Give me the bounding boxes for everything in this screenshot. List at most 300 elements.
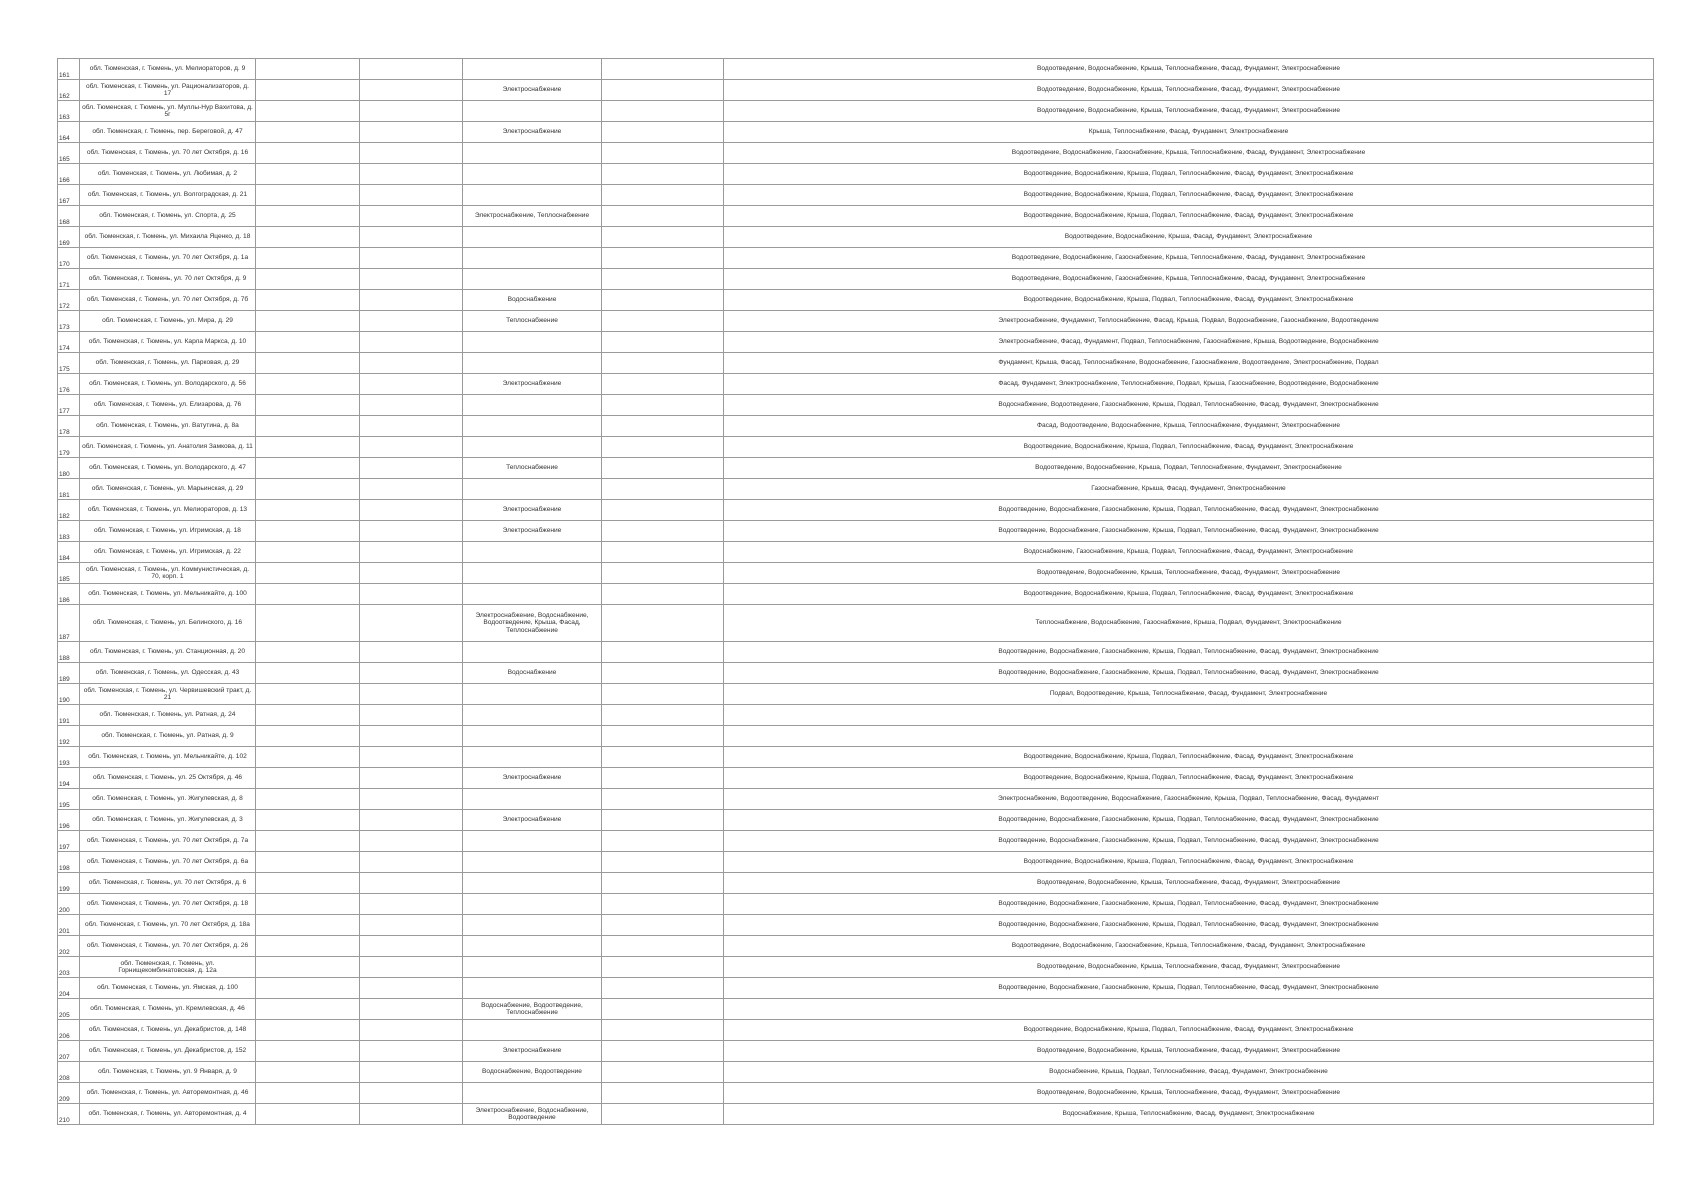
row-number: 163 — [58, 101, 80, 122]
row-number: 162 — [58, 80, 80, 101]
planned-works-cell: Водоотведение, Водоснабжение, Газоснабжение, Крыша, Теплоснабжение, Фасад, Фундамент, Электроснабжение — [724, 269, 1654, 290]
empty-cell-b — [360, 290, 463, 311]
table-row — [58, 726, 1654, 747]
empty-cell-c — [602, 663, 724, 684]
table-row — [58, 747, 1654, 768]
address-cell: обл. Тюменская, г. Тюмень, ул. Любимая, д. 2 — [80, 164, 256, 185]
empty-cell-a — [256, 542, 360, 563]
address-cell: обл. Тюменская, г. Тюмень, ул. Ратная, д. 24 — [80, 705, 256, 726]
address-cell: обл. Тюменская, г. Тюмень, ул. 25 Октября, д. 46 — [80, 768, 256, 789]
completed-works-cell — [463, 248, 602, 269]
empty-cell-c — [602, 416, 724, 437]
row-number: 193 — [58, 747, 80, 768]
empty-cell-b — [360, 831, 463, 852]
row-number: 170 — [58, 248, 80, 269]
empty-cell-b — [360, 311, 463, 332]
empty-cell-c — [602, 831, 724, 852]
empty-cell-c — [602, 311, 724, 332]
empty-cell-c — [602, 290, 724, 311]
table-row — [58, 290, 1654, 311]
planned-works-cell: Водоотведение, Водоснабжение, Крыша, Подвал, Теплоснабжение, Фасад, Фундамент, Электроснабжение — [724, 164, 1654, 185]
table-row — [58, 101, 1654, 122]
planned-works-cell: Водоотведение, Водоснабжение, Крыша, Подвал, Теплоснабжение, Фасад, Фундамент, Электроснабжение — [724, 185, 1654, 206]
empty-cell-a — [256, 59, 360, 80]
empty-cell-b — [360, 395, 463, 416]
completed-works-cell — [463, 416, 602, 437]
row-number: 188 — [58, 642, 80, 663]
completed-works-cell — [463, 584, 602, 605]
planned-works-cell: Водоотведение, Водоснабжение, Крыша, Теплоснабжение, Фасад, Фундамент, Электроснабжение — [724, 80, 1654, 101]
table-row — [58, 185, 1654, 206]
completed-works-cell: Электроснабжение — [463, 122, 602, 143]
planned-works-cell — [724, 999, 1654, 1020]
empty-cell-c — [602, 1041, 724, 1062]
address-cell: обл. Тюменская, г. Тюмень, ул. Ратная, д. 9 — [80, 726, 256, 747]
empty-cell-b — [360, 1041, 463, 1062]
empty-cell-a — [256, 143, 360, 164]
empty-cell-b — [360, 789, 463, 810]
address-cell: обл. Тюменская, г. Тюмень, ул. 70 лет Октября, д. 16 — [80, 143, 256, 164]
empty-cell-c — [602, 873, 724, 894]
empty-cell-b — [360, 726, 463, 747]
empty-cell-c — [602, 584, 724, 605]
empty-cell-c — [602, 684, 724, 705]
empty-cell-b — [360, 642, 463, 663]
completed-works-cell — [463, 227, 602, 248]
row-number: 161 — [58, 59, 80, 80]
planned-works-cell: Водоотведение, Водоснабжение, Крыша, Подвал, Теплоснабжение, Фасад, Фундамент, Электроснабжение — [724, 1020, 1654, 1041]
row-number: 182 — [58, 500, 80, 521]
empty-cell-c — [602, 978, 724, 999]
completed-works-cell: Электроснабжение — [463, 1041, 602, 1062]
empty-cell-c — [602, 185, 724, 206]
completed-works-cell — [463, 185, 602, 206]
row-number: 206 — [58, 1020, 80, 1041]
table-row — [58, 143, 1654, 164]
empty-cell-c — [602, 395, 724, 416]
address-cell: обл. Тюменская, г. Тюмень, ул. Одесская, д. 43 — [80, 663, 256, 684]
table-row — [58, 500, 1654, 521]
address-cell: обл. Тюменская, г. Тюмень, ул. Жигулевская, д. 8 — [80, 789, 256, 810]
table-row — [58, 542, 1654, 563]
empty-cell-b — [360, 936, 463, 957]
address-cell: обл. Тюменская, г. Тюмень, ул. Елизарова, д. 76 — [80, 395, 256, 416]
row-number: 184 — [58, 542, 80, 563]
empty-cell-b — [360, 957, 463, 978]
empty-cell-a — [256, 831, 360, 852]
empty-cell-a — [256, 227, 360, 248]
completed-works-cell — [463, 164, 602, 185]
row-number: 186 — [58, 584, 80, 605]
empty-cell-c — [602, 80, 724, 101]
row-number: 202 — [58, 936, 80, 957]
empty-cell-a — [256, 663, 360, 684]
completed-works-cell — [463, 684, 602, 705]
table-row — [58, 873, 1654, 894]
empty-cell-a — [256, 416, 360, 437]
planned-works-cell: Водоотведение, Водоснабжение, Крыша, Теплоснабжение, Фасад, Фундамент, Электроснабжение — [724, 957, 1654, 978]
completed-works-cell — [463, 852, 602, 873]
row-number: 169 — [58, 227, 80, 248]
completed-works-cell — [463, 269, 602, 290]
empty-cell-c — [602, 605, 724, 642]
planned-works-cell: Водоотведение, Водоснабжение, Газоснабжение, Крыша, Подвал, Теплоснабжение, Фасад, Фундамент, Электроснабжение — [724, 521, 1654, 542]
completed-works-cell — [463, 395, 602, 416]
completed-works-cell: Водоснабжение — [463, 290, 602, 311]
planned-works-cell: Водоотведение, Водоснабжение, Крыша, Теплоснабжение, Фасад, Фундамент, Электроснабжение — [724, 1083, 1654, 1104]
table-row — [58, 269, 1654, 290]
address-cell: обл. Тюменская, г. Тюмень, ул. 70 лет Октября, д. 18 — [80, 894, 256, 915]
table-row — [58, 768, 1654, 789]
table-row — [58, 206, 1654, 227]
address-cell: обл. Тюменская, г. Тюмень, ул. 70 лет Октября, д. 1а — [80, 248, 256, 269]
completed-works-cell — [463, 726, 602, 747]
row-number: 179 — [58, 437, 80, 458]
row-number: 209 — [58, 1083, 80, 1104]
empty-cell-b — [360, 374, 463, 395]
planned-works-cell: Водоотведение, Водоснабжение, Крыша, Фасад, Фундамент, Электроснабжение — [724, 227, 1654, 248]
row-number: 168 — [58, 206, 80, 227]
row-number: 200 — [58, 894, 80, 915]
completed-works-cell — [463, 957, 602, 978]
address-cell: обл. Тюменская, г. Тюмень, ул. 70 лет Октября, д. 7а — [80, 831, 256, 852]
empty-cell-a — [256, 80, 360, 101]
planned-works-cell: Водоотведение, Водоснабжение, Крыша, Теплоснабжение, Фасад, Фундамент, Электроснабжение — [724, 1041, 1654, 1062]
empty-cell-c — [602, 957, 724, 978]
planned-works-cell: Водоотведение, Водоснабжение, Крыша, Теплоснабжение, Фасад, Фундамент, Электроснабжение — [724, 873, 1654, 894]
empty-cell-a — [256, 1083, 360, 1104]
row-number: 176 — [58, 374, 80, 395]
address-cell: обл. Тюменская, г. Тюмень, ул. Володарского, д. 56 — [80, 374, 256, 395]
address-cell: обл. Тюменская, г. Тюмень, ул. Декабристов, д. 152 — [80, 1041, 256, 1062]
completed-works-cell — [463, 332, 602, 353]
row-number: 210 — [58, 1104, 80, 1125]
address-cell: обл. Тюменская, г. Тюмень, ул. 70 лет Октября, д. 9 — [80, 269, 256, 290]
empty-cell-a — [256, 290, 360, 311]
row-number: 171 — [58, 269, 80, 290]
empty-cell-a — [256, 101, 360, 122]
address-cell: обл. Тюменская, г. Тюмень, ул. Карла Маркса, д. 10 — [80, 332, 256, 353]
planned-works-cell: Водоснабжение, Газоснабжение, Крыша, Подвал, Теплоснабжение, Фасад, Фундамент, Электроснабжение — [724, 542, 1654, 563]
empty-cell-a — [256, 873, 360, 894]
planned-works-cell: Водоотведение, Водоснабжение, Газоснабжение, Крыша, Теплоснабжение, Фасад, Фундамент, Электроснабжение — [724, 936, 1654, 957]
empty-cell-c — [602, 500, 724, 521]
empty-cell-c — [602, 894, 724, 915]
row-number: 197 — [58, 831, 80, 852]
planned-works-cell: Водоотведение, Водоснабжение, Крыша, Подвал, Теплоснабжение, Фасад, Фундамент, Электроснабжение — [724, 584, 1654, 605]
address-cell: обл. Тюменская, г. Тюмень, ул. Ватутина, д. 8а — [80, 416, 256, 437]
planned-works-cell: Фасад, Водоотведение, Водоснабжение, Крыша, Теплоснабжение, Фундамент, Электроснабжение — [724, 416, 1654, 437]
completed-works-cell — [463, 479, 602, 500]
empty-cell-b — [360, 206, 463, 227]
address-cell: обл. Тюменская, г. Тюмень, пер. Береговой, д. 47 — [80, 122, 256, 143]
row-number: 194 — [58, 768, 80, 789]
row-number: 165 — [58, 143, 80, 164]
empty-cell-c — [602, 542, 724, 563]
completed-works-cell — [463, 1083, 602, 1104]
planned-works-cell: Водоотведение, Водоснабжение, Крыша, Теплоснабжение, Фасад, Фундамент, Электроснабжение — [724, 101, 1654, 122]
completed-works-cell — [463, 789, 602, 810]
completed-works-cell: Электроснабжение — [463, 768, 602, 789]
planned-works-cell: Теплоснабжение, Водоснабжение, Газоснабжение, Крыша, Подвал, Фундамент, Электроснабжение — [724, 605, 1654, 642]
empty-cell-a — [256, 957, 360, 978]
empty-cell-a — [256, 374, 360, 395]
planned-works-cell: Водоотведение, Водоснабжение, Газоснабжение, Крыша, Подвал, Теплоснабжение, Фасад, Фундамент, Электроснабжение — [724, 831, 1654, 852]
address-cell: обл. Тюменская, г. Тюмень, ул. Парковая, д. 29 — [80, 353, 256, 374]
completed-works-cell — [463, 143, 602, 164]
empty-cell-a — [256, 978, 360, 999]
completed-works-cell — [463, 831, 602, 852]
empty-cell-b — [360, 122, 463, 143]
table-row — [58, 605, 1654, 642]
planned-works-cell: Водоснабжение, Водоотведение, Газоснабжение, Крыша, Подвал, Теплоснабжение, Фасад, Фундамент, Электроснабжение — [724, 395, 1654, 416]
table-row — [58, 164, 1654, 185]
empty-cell-c — [602, 101, 724, 122]
row-number: 178 — [58, 416, 80, 437]
table-row — [58, 1083, 1654, 1104]
completed-works-cell — [463, 894, 602, 915]
empty-cell-b — [360, 500, 463, 521]
empty-cell-a — [256, 915, 360, 936]
empty-cell-b — [360, 353, 463, 374]
row-number: 204 — [58, 978, 80, 999]
table-row — [58, 684, 1654, 705]
planned-works-cell: Водоотведение, Водоснабжение, Крыша, Подвал, Теплоснабжение, Фундамент, Электроснабжение — [724, 458, 1654, 479]
empty-cell-c — [602, 164, 724, 185]
empty-cell-a — [256, 642, 360, 663]
row-number: 196 — [58, 810, 80, 831]
table-row — [58, 831, 1654, 852]
empty-cell-a — [256, 395, 360, 416]
completed-works-cell — [463, 437, 602, 458]
empty-cell-c — [602, 332, 724, 353]
completed-works-cell: Электроснабжение — [463, 521, 602, 542]
empty-cell-b — [360, 747, 463, 768]
row-number: 172 — [58, 290, 80, 311]
planned-works-cell: Водоотведение, Водоснабжение, Крыша, Подвал, Теплоснабжение, Фасад, Фундамент, Электроснабжение — [724, 290, 1654, 311]
empty-cell-c — [602, 936, 724, 957]
address-table — [57, 58, 1654, 1125]
completed-works-cell: Электроснабжение, Теплоснабжение — [463, 206, 602, 227]
address-cell: обл. Тюменская, г. Тюмень, ул. Володарского, д. 47 — [80, 458, 256, 479]
row-number: 164 — [58, 122, 80, 143]
table-row — [58, 80, 1654, 101]
table-row — [58, 521, 1654, 542]
empty-cell-b — [360, 563, 463, 584]
planned-works-cell: Водоснабжение, Крыша, Подвал, Теплоснабжение, Фасад, Фундамент, Электроснабжение — [724, 1062, 1654, 1083]
empty-cell-b — [360, 978, 463, 999]
table-row — [58, 374, 1654, 395]
planned-works-cell: Водоотведение, Водоснабжение, Крыша, Теплоснабжение, Фасад, Фундамент, Электроснабжение — [724, 59, 1654, 80]
address-cell: обл. Тюменская, г. Тюмень, ул. Ямская, д. 100 — [80, 978, 256, 999]
empty-cell-a — [256, 521, 360, 542]
empty-cell-b — [360, 873, 463, 894]
table-row — [58, 332, 1654, 353]
row-number: 201 — [58, 915, 80, 936]
address-cell: обл. Тюменская, г. Тюмень, ул. Игримская, д. 18 — [80, 521, 256, 542]
empty-cell-a — [256, 1104, 360, 1125]
completed-works-cell: Электроснабжение — [463, 810, 602, 831]
row-number: 185 — [58, 563, 80, 584]
empty-cell-b — [360, 416, 463, 437]
empty-cell-c — [602, 59, 724, 80]
empty-cell-b — [360, 705, 463, 726]
completed-works-cell — [463, 705, 602, 726]
row-number: 205 — [58, 999, 80, 1020]
table-row — [58, 122, 1654, 143]
address-cell: обл. Тюменская, г. Тюмень, ул. Мельникайте, д. 102 — [80, 747, 256, 768]
empty-cell-c — [602, 248, 724, 269]
empty-cell-c — [602, 437, 724, 458]
address-cell: обл. Тюменская, г. Тюмень, ул. Марьинская, д. 29 — [80, 479, 256, 500]
row-number: 173 — [58, 311, 80, 332]
empty-cell-a — [256, 500, 360, 521]
row-number: 174 — [58, 332, 80, 353]
table-row — [58, 1104, 1654, 1125]
planned-works-cell: Электроснабжение, Фасад, Фундамент, Подвал, Теплоснабжение, Газоснабжение, Крыша, Водоотведение, Водоснабжение — [724, 332, 1654, 353]
empty-cell-c — [602, 458, 724, 479]
table-row — [58, 311, 1654, 332]
completed-works-cell — [463, 542, 602, 563]
row-number: 181 — [58, 479, 80, 500]
completed-works-cell: Водоснабжение, Водоотведение — [463, 1062, 602, 1083]
table-row — [58, 915, 1654, 936]
table-row — [58, 642, 1654, 663]
table-row — [58, 999, 1654, 1020]
empty-cell-a — [256, 684, 360, 705]
table-row — [58, 458, 1654, 479]
table-row — [58, 227, 1654, 248]
planned-works-cell: Водоотведение, Водоснабжение, Крыша, Теплоснабжение, Фасад, Фундамент, Электроснабжение — [724, 563, 1654, 584]
row-number: 190 — [58, 684, 80, 705]
address-cell: обл. Тюменская, г. Тюмень, ул. 70 лет Октября, д. 7б — [80, 290, 256, 311]
completed-works-cell — [463, 642, 602, 663]
empty-cell-a — [256, 768, 360, 789]
table-row — [58, 563, 1654, 584]
empty-cell-a — [256, 563, 360, 584]
empty-cell-b — [360, 143, 463, 164]
empty-cell-b — [360, 332, 463, 353]
completed-works-cell: Электроснабжение — [463, 374, 602, 395]
completed-works-cell: Водоснабжение, Водоотведение, Теплоснабжение — [463, 999, 602, 1020]
table-row — [58, 810, 1654, 831]
empty-cell-c — [602, 563, 724, 584]
row-number: 203 — [58, 957, 80, 978]
completed-works-cell — [463, 978, 602, 999]
completed-works-cell: Теплоснабжение — [463, 311, 602, 332]
completed-works-cell: Электроснабжение, Водоснабжение, Водоотведение, Крыша, Фасад, Теплоснабжение — [463, 605, 602, 642]
empty-cell-b — [360, 437, 463, 458]
row-number: 207 — [58, 1041, 80, 1062]
address-cell: обл. Тюменская, г. Тюмень, ул. Мира, д. 29 — [80, 311, 256, 332]
table-row — [58, 852, 1654, 873]
address-cell: обл. Тюменская, г. Тюмень, ул. Белинского, д. 16 — [80, 605, 256, 642]
address-cell: обл. Тюменская, г. Тюмень, ул. Коммунистическая, д. 70, корп. 1 — [80, 563, 256, 584]
empty-cell-b — [360, 768, 463, 789]
planned-works-cell: Водоотведение, Водоснабжение, Крыша, Подвал, Теплоснабжение, Фасад, Фундамент, Электроснабжение — [724, 206, 1654, 227]
address-cell: обл. Тюменская, г. Тюмень, ул. Жигулевская, д. 3 — [80, 810, 256, 831]
empty-cell-c — [602, 852, 724, 873]
empty-cell-a — [256, 332, 360, 353]
table-row — [58, 1041, 1654, 1062]
completed-works-cell — [463, 747, 602, 768]
table-row — [58, 479, 1654, 500]
planned-works-cell: Водоснабжение, Крыша, Теплоснабжение, Фасад, Фундамент, Электроснабжение — [724, 1104, 1654, 1125]
empty-cell-a — [256, 185, 360, 206]
row-number: 199 — [58, 873, 80, 894]
table-row — [58, 957, 1654, 978]
table-row — [58, 894, 1654, 915]
table-row — [58, 663, 1654, 684]
empty-cell-c — [602, 143, 724, 164]
row-number: 183 — [58, 521, 80, 542]
empty-cell-a — [256, 353, 360, 374]
empty-cell-c — [602, 269, 724, 290]
empty-cell-c — [602, 353, 724, 374]
empty-cell-a — [256, 458, 360, 479]
row-number: 187 — [58, 605, 80, 642]
empty-cell-b — [360, 101, 463, 122]
address-cell: обл. Тюменская, г. Тюмень, ул. Михаила Яценко, д. 18 — [80, 227, 256, 248]
empty-cell-b — [360, 227, 463, 248]
empty-cell-b — [360, 479, 463, 500]
planned-works-cell: Водоотведение, Водоснабжение, Газоснабжение, Крыша, Подвал, Теплоснабжение, Фасад, Фундамент, Электроснабжение — [724, 915, 1654, 936]
empty-cell-c — [602, 747, 724, 768]
completed-works-cell — [463, 101, 602, 122]
address-cell: обл. Тюменская, г. Тюмень, ул. Муллы-Нур Вахитова, д. 5г — [80, 101, 256, 122]
empty-cell-b — [360, 605, 463, 642]
empty-cell-a — [256, 248, 360, 269]
empty-cell-a — [256, 164, 360, 185]
row-number: 192 — [58, 726, 80, 747]
address-cell: обл. Тюменская, г. Тюмень, ул. Авторемонтная, д. 4 — [80, 1104, 256, 1125]
planned-works-cell: Водоотведение, Водоснабжение, Крыша, Подвал, Теплоснабжение, Фасад, Фундамент, Электроснабжение — [724, 437, 1654, 458]
empty-cell-b — [360, 1104, 463, 1125]
completed-works-cell — [463, 563, 602, 584]
address-cell: обл. Тюменская, г. Тюмень, ул. Мельникайте, д. 100 — [80, 584, 256, 605]
table-row — [58, 1020, 1654, 1041]
completed-works-cell — [463, 915, 602, 936]
table-row — [58, 248, 1654, 269]
empty-cell-b — [360, 185, 463, 206]
completed-works-cell — [463, 1020, 602, 1041]
empty-cell-b — [360, 521, 463, 542]
table-body — [58, 59, 1654, 1125]
row-number: 198 — [58, 852, 80, 873]
completed-works-cell: Водоснабжение — [463, 663, 602, 684]
planned-works-cell: Подвал, Водоотведение, Крыша, Теплоснабжение, Фасад, Фундамент, Электроснабжение — [724, 684, 1654, 705]
row-number: 167 — [58, 185, 80, 206]
empty-cell-b — [360, 663, 463, 684]
table-row — [58, 936, 1654, 957]
address-cell: обл. Тюменская, г. Тюмень, ул. 70 лет Октября, д. 26 — [80, 936, 256, 957]
empty-cell-b — [360, 1083, 463, 1104]
table-row — [58, 584, 1654, 605]
completed-works-cell: Теплоснабжение — [463, 458, 602, 479]
empty-cell-c — [602, 1083, 724, 1104]
empty-cell-b — [360, 542, 463, 563]
address-cell: обл. Тюменская, г. Тюмень, ул. Игримская, д. 22 — [80, 542, 256, 563]
empty-cell-c — [602, 206, 724, 227]
planned-works-cell: Водоотведение, Водоснабжение, Газоснабжение, Крыша, Подвал, Теплоснабжение, Фасад, Фундамент, Электроснабжение — [724, 663, 1654, 684]
planned-works-cell — [724, 726, 1654, 747]
planned-works-cell: Фундамент, Крыша, Фасад, Теплоснабжение, Водоснабжение, Газоснабжение, Водоотведение, Электроснабжение, Подвал — [724, 353, 1654, 374]
planned-works-cell: Водоотведение, Водоснабжение, Газоснабжение, Крыша, Подвал, Теплоснабжение, Фасад, Фундамент, Электроснабжение — [724, 978, 1654, 999]
empty-cell-a — [256, 747, 360, 768]
empty-cell-c — [602, 768, 724, 789]
completed-works-cell: Электроснабжение, Водоснабжение, Водоотведение — [463, 1104, 602, 1125]
empty-cell-b — [360, 810, 463, 831]
